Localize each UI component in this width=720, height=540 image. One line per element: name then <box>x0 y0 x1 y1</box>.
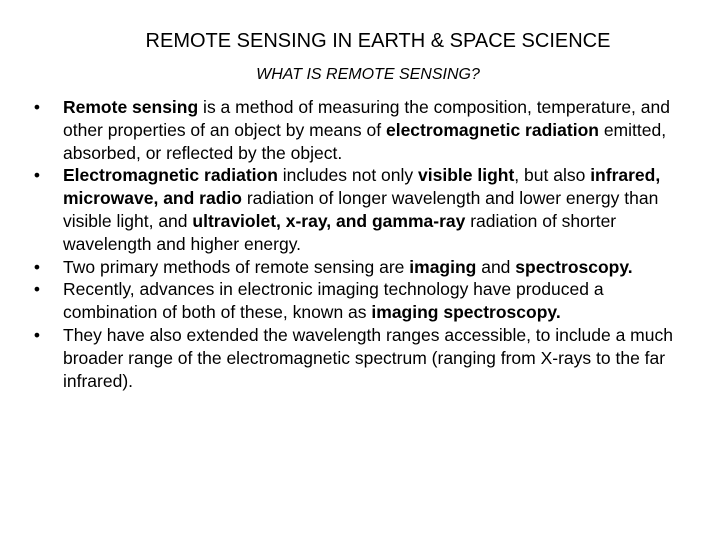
bullet-text-bold: spectroscopy. <box>515 256 633 277</box>
bullet-marker: • <box>33 279 41 300</box>
bullet-text: radiation of shorter wavelength and higher energy. <box>63 210 617 254</box>
bullet-text: Recently, advances in electronic imaging technology have produced a combination of both of these, known as <box>63 279 604 323</box>
bullet-text: , but also <box>514 165 591 186</box>
bullet-text: They have also extended the wavelength ranges accessible, to include a much broader range of the electromagnetic spectrum (ranging from X-rays to the far infrared). <box>63 324 673 391</box>
bullet-text-bold: infrared, microwave, and radio <box>63 165 661 209</box>
bullet-item <box>0 256 688 279</box>
bullet-item <box>0 96 688 164</box>
bullet-item <box>0 278 688 324</box>
slide-title: REMOTE SENSING IN EARTH & SPACE SCIENCE <box>145 30 611 52</box>
bullet-text-bold: electromagnetic radiation <box>385 119 599 140</box>
bullet-text: Two primary methods of remote sensing are <box>63 256 410 277</box>
bullet-text-bold: imaging spectroscopy. <box>371 302 561 323</box>
bullet-text-bold: imaging <box>409 256 477 277</box>
bullet-text: includes not only <box>277 165 419 186</box>
bullet-text-bold: Electromagnetic radiation <box>63 165 278 186</box>
bullet-marker: • <box>33 256 41 277</box>
slide-subtitle: WHAT IS REMOTE SENSING? <box>256 66 480 83</box>
bullet-text-bold: Remote sensing <box>63 97 199 117</box>
bullet-item <box>0 164 688 255</box>
bullet-marker: • <box>33 97 41 117</box>
bullet-text-bold: visible light <box>418 165 515 186</box>
bullet-marker: • <box>33 324 41 345</box>
bullet-text: is a method of measuring the composition, temperature, and other properties of an object by means of <box>63 97 670 140</box>
bullet-list <box>0 96 720 392</box>
bullet-item <box>0 324 688 392</box>
bullet-marker: • <box>33 165 41 186</box>
bullet-text: emitted, absorbed, or reflected by the object. <box>63 119 667 163</box>
bullet-text: radiation of longer wavelength and lower energy than visible light, and <box>63 188 659 231</box>
bullet-text: and <box>476 256 516 277</box>
bullet-text-bold: ultraviolet, x-ray, and gamma-ray <box>192 210 466 231</box>
